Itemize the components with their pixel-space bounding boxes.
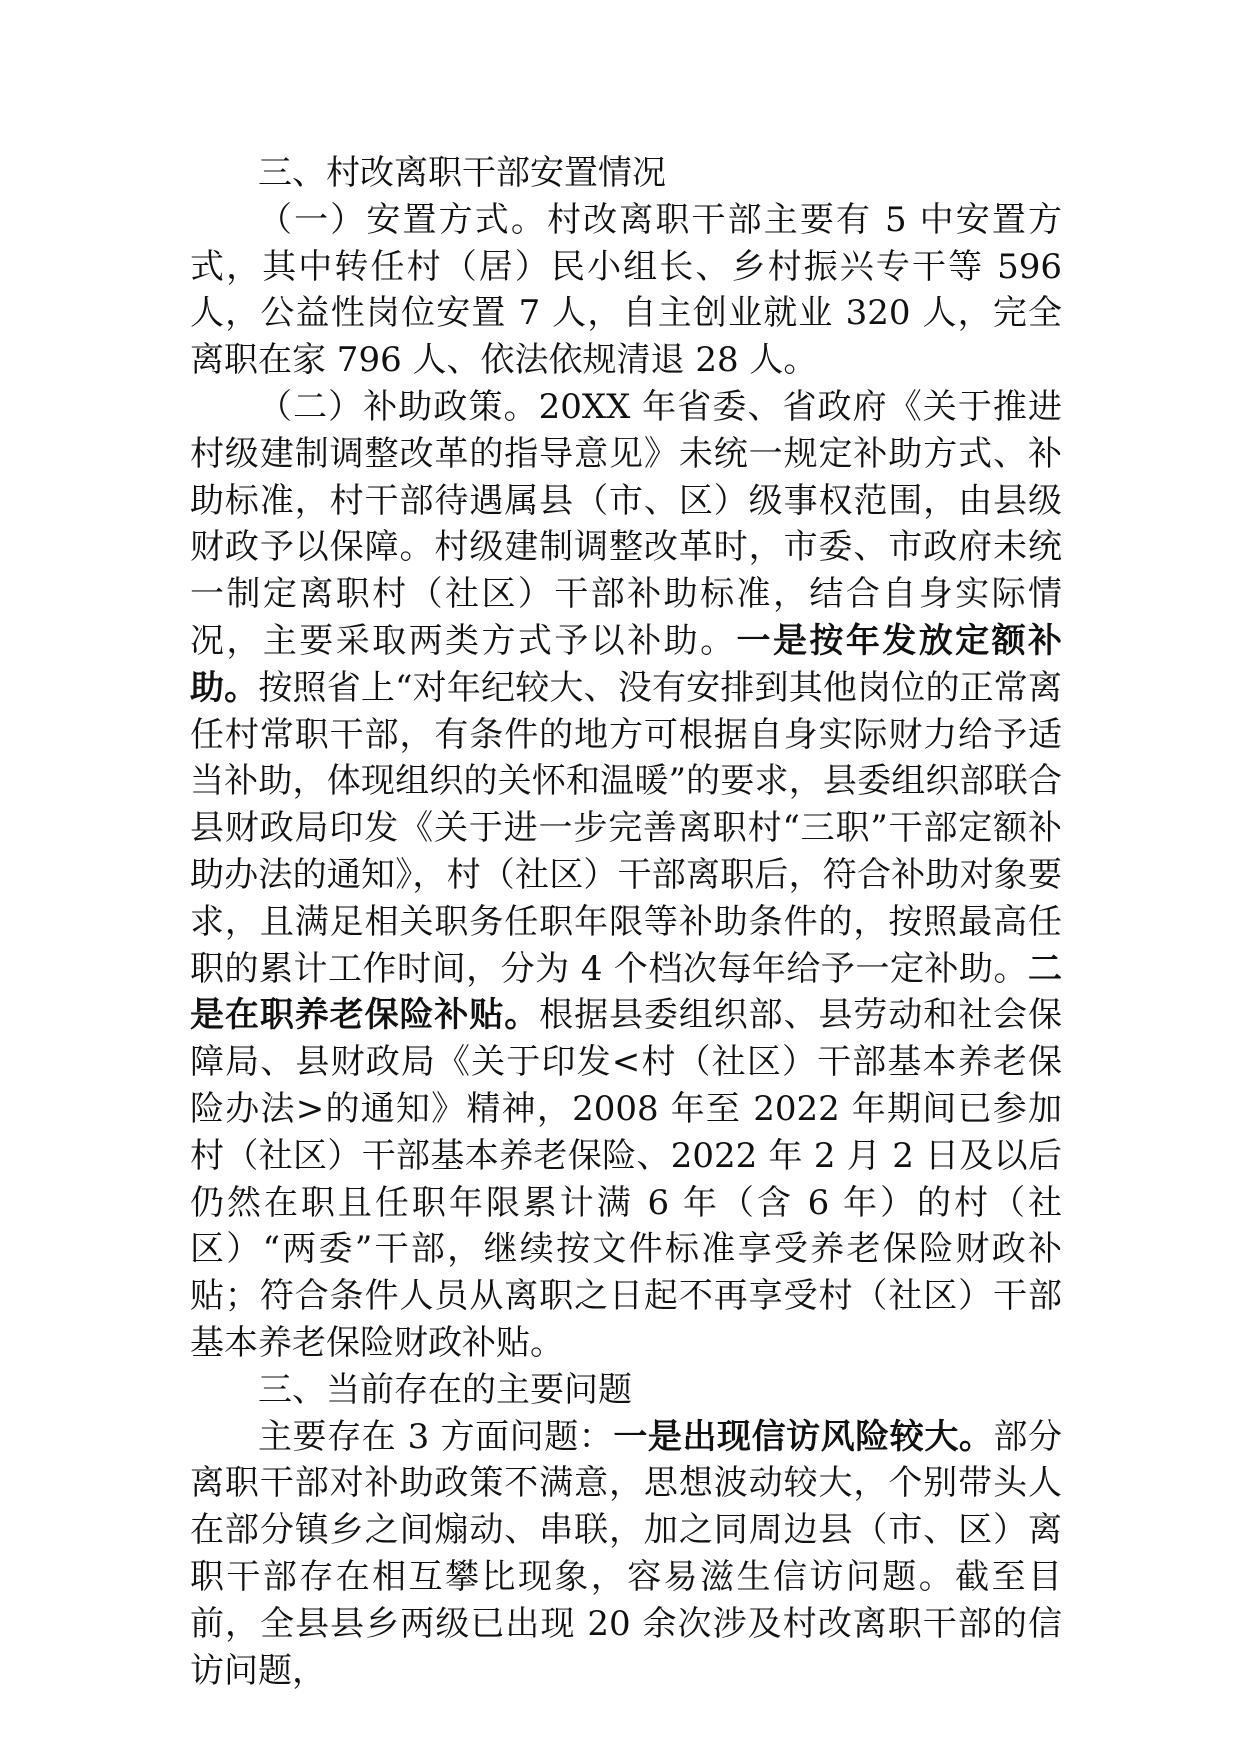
section-heading-problems: 三、当前存在的主要问题	[258, 1369, 632, 1410]
document-page	[190, 150, 1062, 1694]
paragraph-text: （二）补助政策。20XX 年省委、省政府《关于推进村级建制调整改革的指导意见》未统一规定补助方式、补助标准，村干部待遇属县（市、区）级事权范围，由县级财政予以保障。村级建制调整改革时，市委、市政府未统一制定离职村（社区）干部补助标准，结合自身实际情况，主要采取两类方式予以补助。	[190, 386, 1062, 661]
paragraph-text: 按照省上“对年纪较大、没有安排到其他岗位的正常离任村常职干部，有条件的地方可根据自身实际财力给予适当补助，体现组织的关怀和温暖”的要求，县委组织部联合县财政局印发《关于进一步完善离职村“三职”干部定额补助办法的通知》，村（社区）干部离职后，符合补助对象要求，且满足相关职务任职年限等补助条件的，按照最高任职的累计工作时间，分为 4 个档次每年给予一定补助。	[190, 667, 1062, 989]
paragraph-text: 部分离职干部对补助政策不满意，思想波动较大，个别带头人在部分镇乡之间煽动、串联，加之同周边县（市、区）离职干部存在相互攀比现象，容易滋生信访问题。截至目前，全县县乡两级已出现 20 余次涉及村改离职干部的信访问题，	[190, 1416, 1063, 1691]
paragraph-subsidy-policy	[190, 384, 1062, 1367]
section-heading-resettlement: 三、村改离职干部安置情况	[258, 153, 666, 193]
bold-point-one: 一是出现信访风险较大。	[613, 1416, 994, 1457]
paragraph-text: 根据县委组织部、县劳动和社会保障局、县财政局《关于印发<村（社区）干部基本养老保险办法>的通知》精神，2008 年至 2022 年期间已参加村（社区）干部基本养老保险、2022 年 2 月 2 日及以后仍然在职且任职年限累计满 6 年（含 6 年）的村（社区）“两委”干部，继续按文件标准享受养老保险财政补贴；符合条件人员从离职之日起不再享受村（社区）干部基本养老保险财政补贴。	[190, 995, 1063, 1363]
paragraph-text: 主要存在 3 方面问题：	[258, 1416, 614, 1457]
paragraph-resettlement-method: （一）安置方式。村改离职干部主要有 5 中安置方式，其中转任村（居）民小组长、乡村振兴专干等 596 人，公益性岗位安置 7 人，自主创业就业 320 人，完全离职在家 796 人、依法依规清退 28 人。	[190, 199, 1062, 381]
bold-point-one: 一是按年发放定额补助。	[190, 620, 1063, 708]
paragraph-problems	[190, 1414, 1062, 1695]
bold-point-two: 二是在职养老保险补贴。	[190, 948, 1062, 1036]
